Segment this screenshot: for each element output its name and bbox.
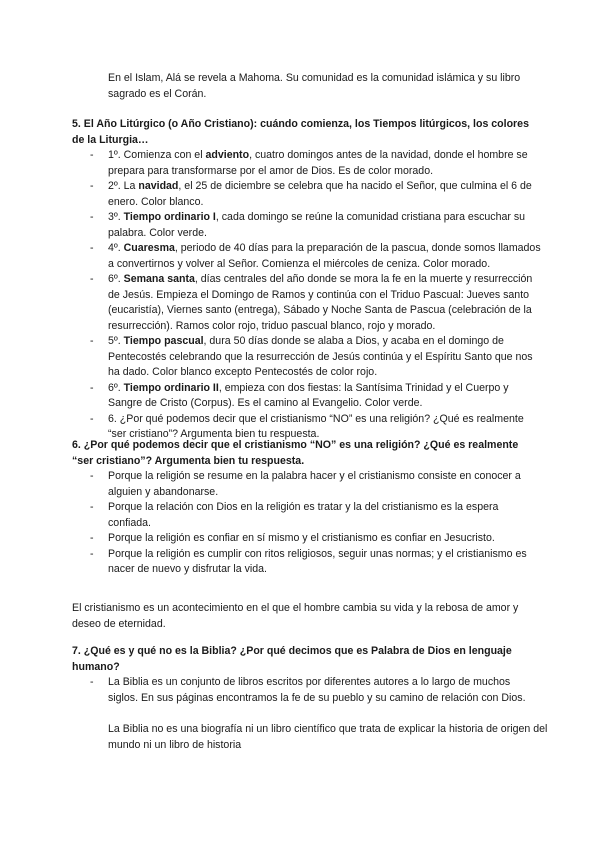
list-item: - Porque la religión es cumplir con ritos religiosos, seguir unas normas; y el cristianismo es nacer de nuevo y disfrutar la vida. (90, 547, 527, 575)
dash-bullet: - (90, 149, 94, 161)
section-7-heading: 7. ¿Qué es y qué no es la Biblia? ¿Por qué decimos que es Palabra de Dios en lenguaje humano? (72, 645, 512, 673)
dash-bullet: - (90, 532, 94, 544)
dash-bullet: - (90, 676, 94, 688)
dash-bullet: - (90, 180, 94, 192)
intro-paragraph: En el Islam, Alá se revela a Mahoma. Su comunidad es la comunidad islámica y su libro sagrado es el Corán. (108, 72, 521, 100)
list-item: - Porque la religión se resume en la palabra hacer y el cristianismo consiste en conocer a alguien y abandonarse. (90, 470, 521, 498)
dash-bullet: - (90, 547, 94, 560)
list-item: - 5º. Tiempo pascual, dura 50 días donde se alaba a Dios, y acaba en el domingo de Pentecostés celebrando que la resurrección de Jesús continúa y el Espíritu Santo que nos ha dado. Color blanco excepto Pentecostés de color rojo. (90, 335, 533, 378)
section-5-list (72, 148, 542, 443)
section-7-extra-paragraph: La Biblia no es una biografía ni un libro científico que trata de explicar la historia de origen del mundo ni un libro de historia (108, 723, 548, 751)
dash-bullet: - (90, 470, 94, 482)
list-item: - 4º. Cuaresma, periodo de 40 días para la preparación de la pascua, donde somos llamados a convertirnos y volver al Señor. Comienza el miércoles de ceniza. Color morado. (90, 242, 541, 270)
section-5-heading: 5. El Año Litúrgico (o Año Cristiano): cuándo comienza, los Tiempos litúrgicos, los colores de la Liturgia… (72, 118, 529, 146)
dash-bullet: - (90, 335, 94, 347)
list-item: - 2º. La navidad, el 25 de diciembre se celebra que ha nacido el Señor, que culmina el 6 de enero. Color blanco. (90, 180, 532, 208)
dash-bullet: - (90, 412, 94, 425)
section-7-list (72, 675, 542, 706)
section-6-conclusion: El cristianismo es un acontecimiento en el que el hombre cambia su vida y la rebosa de amor y deseo de eternidad. (72, 602, 519, 630)
dash-bullet: - (90, 381, 94, 394)
list-item: - 3º. Tiempo ordinario I, cada domingo se reúne la comunidad cristiana para escuchar su palabra. Color verde. (90, 211, 526, 239)
dash-bullet: - (90, 501, 94, 513)
dash-bullet: - (90, 211, 94, 223)
list-item: - La Biblia es un conjunto de libros escritos por diferentes autores a lo largo de muchos siglos. En sus páginas encontramos la fe de su pueblo y su camino de relación con Dios. (90, 676, 526, 704)
dash-bullet: - (90, 242, 94, 254)
list-item: - 6. ¿Por qué podemos decir que el cristianismo “NO” es una religión? ¿Qué es realmente “ser cristiano”? Argumenta bien tu respuesta. (90, 412, 524, 440)
list-item: - 6º. Semana santa, días centrales del año donde se mora la fe en la muerte y resurrección de Jesús. Empieza el Domingo de Ramos y continúa con el Triduo Pascual: Jueves santo (eucaristía), Viernes santo (entrega), Sábado y Noche Santa de Pascua (celebración de la resurrección). Ramos color rojo, triduo pascual blanco, rojo y morado. (90, 273, 533, 332)
list-item: - 1º. Comienza con el adviento, cuatro domingos antes de la navidad, donde el hombre se prepara para transformarse por el amor de Dios. Es de color morado. (90, 149, 528, 177)
list-item: - Porque la religión es confiar en sí mismo y el cristianismo es confiar en Jesucristo. (72, 531, 542, 547)
dash-bullet: - (90, 273, 94, 285)
list-item: - Porque la relación con Dios en la religión es tratar y la del cristianismo es la espera confiada. (90, 501, 499, 529)
section-6-heading: 6. ¿Por qué podemos decir que el cristianismo “NO” es una religión? ¿Qué es realmente “ser cristiano”? Argumenta bien tu respuesta. (72, 439, 519, 467)
section-6-list (72, 469, 542, 578)
list-item: - 6º. Tiempo ordinario II, empieza con dos fiestas: la Santísima Trinidad y el Cuerpo y Sangre de Cristo (Corpus). Es el camino al Evangelio. Color verde. (90, 381, 509, 409)
